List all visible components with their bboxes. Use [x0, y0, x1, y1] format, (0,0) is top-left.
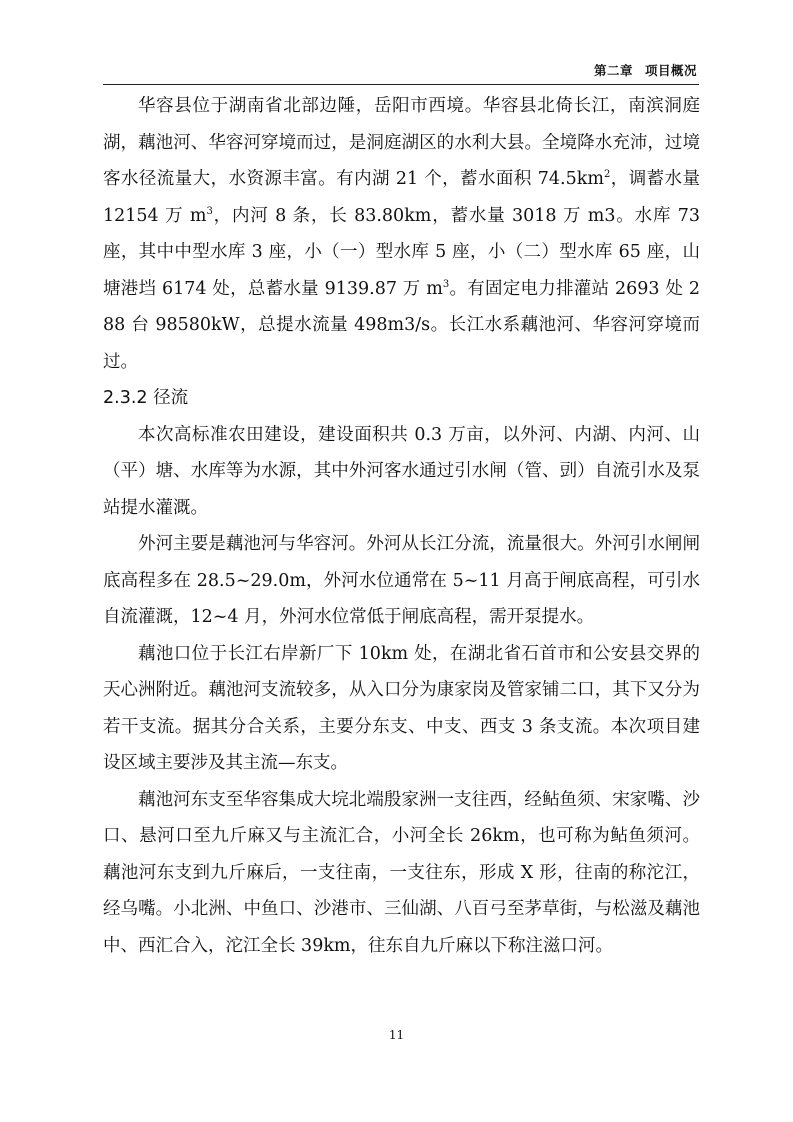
header-title: 项目概况: [644, 63, 697, 78]
header-chapter: 第二章: [593, 63, 633, 78]
page-body: [103, 88, 700, 964]
body-paragraph: 藕池河东支至华容集成大垸北端殷家洲一支往西，经鲇鱼须、宋家嘴、沙口、悬河口至九斤麻又与主流汇合，小河全长 26km，也可称为鲇鱼须河。藕池河东支到九斤麻后，一支往南，一支往东，形成 X 形，往南的称沱江，经乌嘴。小北洲、中鱼口、沙港市、三仙湖、八百弓至茅草街，与松滋及藕池中、西汇合入，沱江全长 39km，往东自九斤麻以下称注滋口河。: [103, 789, 700, 956]
page-header: [103, 56, 699, 85]
running-header: [594, 61, 697, 79]
body-paragraph: 外河主要是藕池河与华容河。外河从长江分流，流量很大。外河引水闸闸底高程多在 28.5~29.0m，外河水位通常在 5~11 月高于闸底高程，可引水自流灌溉，12~4 月，外河水位常低于闸底高程，需开泵提水。: [103, 534, 700, 627]
body-paragraph: 藕池口位于长江右岸新厂下 10km 处，在湖北省石首市和公安县交界的天心洲附近。藕池河支流较多，从入口分为康家岗及管家铺二口，其下又分为若干支流。据其分合关系，主要分东支、中支、西支 3 条支流。本次项目建设区域主要涉及其主流—东支。: [103, 643, 700, 773]
page-number: 11: [388, 1028, 405, 1042]
intro-paragraph: 华容县位于湖南省北部边陲，岳阳市西境。华容县北倚长江，南滨洞庭湖，藕池河、华容河穿境而过，是洞庭湖区的水利大县。全境降水充沛，过境客水径流量大，水资源丰富。有内湖 21 个，蓄水面积 $74.5km^2$，调蓄水量 12154 万 $m^3$，内河 8 条，长 83.80km，蓄水量 3018 万 m3。水库 73 座，其中中型水库 3 座，小（一）型水库 5 座，小（二）型水库 65 座，山塘港垱 6174 处，总蓄水量 9139.87 万 $m^3$。有固定电力排灌站 2693 处 288 台 98580kW，总提水流量 498m3/s。长江水系藕池河、华容河穿境而过。: [103, 96, 701, 372]
section-heading: 2.3.2 径流: [103, 388, 189, 408]
body-paragraph: 本次高标准农田建设，建设面积共 0.3 万亩，以外河、内湖、内河、山（平）塘、水库等为水源，其中外河客水通过引水闸（管、剅）自流引水及泵站提水灌溉。: [103, 424, 700, 518]
